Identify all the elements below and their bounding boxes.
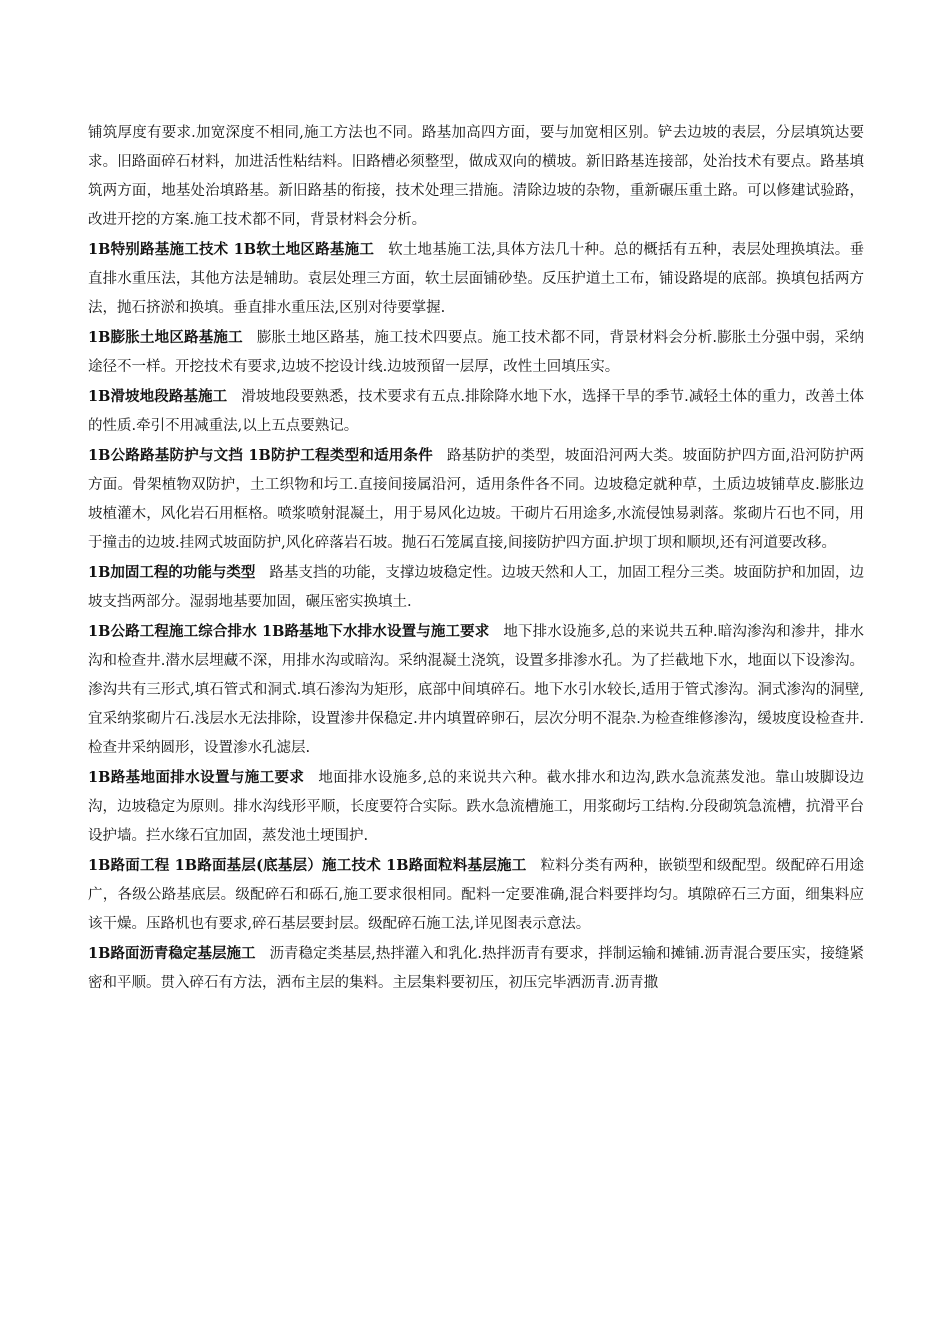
paragraph-6 xyxy=(88,558,864,617)
paragraph-3 xyxy=(88,323,864,382)
paragraph-8 xyxy=(88,763,864,851)
paragraph-7 xyxy=(88,617,864,763)
paragraph-heading: 1B加固工程的功能与类型 xyxy=(88,564,256,581)
paragraph-heading: 1B公路路基防护与文挡 1B防护工程类型和适用条件 xyxy=(88,447,433,464)
paragraph-text: 膨胀土地区路基，施工技术四要点。施工技术都不同，背景材料会分析.膨胀土分强中弱，采纳途径不一样。开挖技术有要求,边坡不挖设计线.边坡预留一层厚，改性土回填压实。 xyxy=(88,330,864,375)
paragraph-heading: 1B膨胀土地区路基施工 xyxy=(88,329,243,346)
paragraph-text: 粒料分类有两种，嵌锁型和级配型。级配碎石用途广，各级公路基底层。级配碎石和砾石,施工要求很相同。配料一定要准确,混合料要拌均匀。填隙碎石三方面，细集料应该干燥。压路机也有要求,碎石基层要封层。级配碎石施工法,详见图表示意法。 xyxy=(88,858,864,932)
paragraph-heading: 1B路基地面排水设置与施工要求 xyxy=(88,769,305,786)
paragraph-text: 软土地基施工法,具体方法几十种。总的概括有五种，表层处理换填法。垂直排水重压法，其他方法是辅助。袁层处理三方面，软土层面铺砂垫。反压护道土工布，铺设路堤的底部。换填包括两方法，抛石挤淤和换填。垂直排水重压法,区别对待要掌握. xyxy=(88,242,864,316)
paragraph-heading: 1B公路工程施工综合排水 1B路基地下水排水设置与施工要求 xyxy=(88,623,490,640)
paragraph-heading: 1B滑坡地段路基施工 xyxy=(88,388,228,405)
paragraph-text: 路基支挡的功能，支撑边坡稳定性。边坡天然和人工，加固工程分三类。坡面防护和加固，边坡支挡两部分。湿弱地基要加固，碾压密实换填土. xyxy=(88,565,864,610)
paragraph-text: 沥青稳定类基层,热拌灌入和乳化.热拌沥青有要求，拌制运输和摊铺.沥青混合要压实，接缝紧密和平顺。贯入碎石有方法，洒布主层的集料。主层集料要初压，初压完毕洒沥青.沥青撒 xyxy=(88,946,864,991)
document-body xyxy=(88,118,864,998)
paragraph-heading: 1B路面工程 1B路面基层(底基层）施工技术 1B路面粒料基层施工 xyxy=(88,857,527,874)
paragraph-text: 铺筑厚度有要求.加宽深度不相同,施工方法也不同。路基加高四方面，要与加宽相区别。铲去边坡的表层，分层填筑达要求。旧路面碎石材料，加进活性粘结料。旧路槽必须整型，做成双向的横坡。新旧路基连接部，处治技术有要点。路基填筑两方面，地基处治填路基。新旧路基的衔接，技术处理三措施。清除边坡的杂物，重新碾压重土路。可以修建试验路，改进开挖的方案.施工技术都不同，背景材料会分析。 xyxy=(88,125,864,228)
paragraph-10 xyxy=(88,939,864,998)
paragraph-5 xyxy=(88,441,864,558)
paragraph-9 xyxy=(88,851,864,939)
paragraph-1 xyxy=(88,118,864,235)
paragraph-text: 地下排水设施多,总的来说共五种.暗沟渗沟和渗井，排水沟和检查井.潜水层埋藏不深，用排水沟或暗沟。采纳混凝土浇筑，设置多排渗水孔。为了拦截地下水，地面以下设渗沟。渗沟共有三形式,填石管式和洞式.填石渗沟为矩形，底部中间填碎石。地下水引水较长,适用于管式渗沟。洞式渗沟的洞壁,宜采纳浆砌片石.浅层水无法排除，设置渗井保稳定.井内填置碎卵石，层次分明不混杂.为检查维修渗沟，缓坡度设检查井.检查井采纳圆形，设置渗水孔滤层. xyxy=(88,624,864,756)
paragraph-text: 地面排水设施多,总的来说共六种。截水排水和边沟,跌水急流蒸发池。靠山坡脚设边沟，边坡稳定为原则。排水沟线形平顺，长度要符合实际。跌水急流槽施工，用浆砌圬工结构.分段砌筑急流槽，抗滑平台设护墙。拦水缘石宜加固，蒸发池土埂围护. xyxy=(88,770,865,844)
paragraph-heading: 1B路面沥青稳定基层施工 xyxy=(88,945,256,962)
paragraph-heading: 1B特别路基施工技术 1B软土地区路基施工 xyxy=(88,241,375,258)
paragraph-2 xyxy=(88,235,864,323)
paragraph-text: 路基防护的类型，坡面沿河两大类。坡面防护四方面,沿河防护两方面。骨架植物双防护，土工织物和圬工.直接间接属沿河，适用条件各不同。边坡稳定就种草，土质边坡铺草皮.膨胀边坡植灌木，风化岩石用框格。喷浆喷射混凝土，用于易风化边坡。干砌片石用途多,水流侵蚀易剥落。浆砌片石也不同，用于撞击的边坡.挂网式坡面防护,风化碎落岩石坡。抛石石笼属直接,间接防护四方面.护坝丁坝和顺坝,还有河道要改移。 xyxy=(88,448,864,551)
paragraph-4 xyxy=(88,382,864,441)
paragraph-text: 滑坡地段要熟悉，技术要求有五点.排除降水地下水，选择干旱的季节.减轻土体的重力，改善土体的性质.牵引不用减重法,以上五点要熟记。 xyxy=(88,389,864,434)
